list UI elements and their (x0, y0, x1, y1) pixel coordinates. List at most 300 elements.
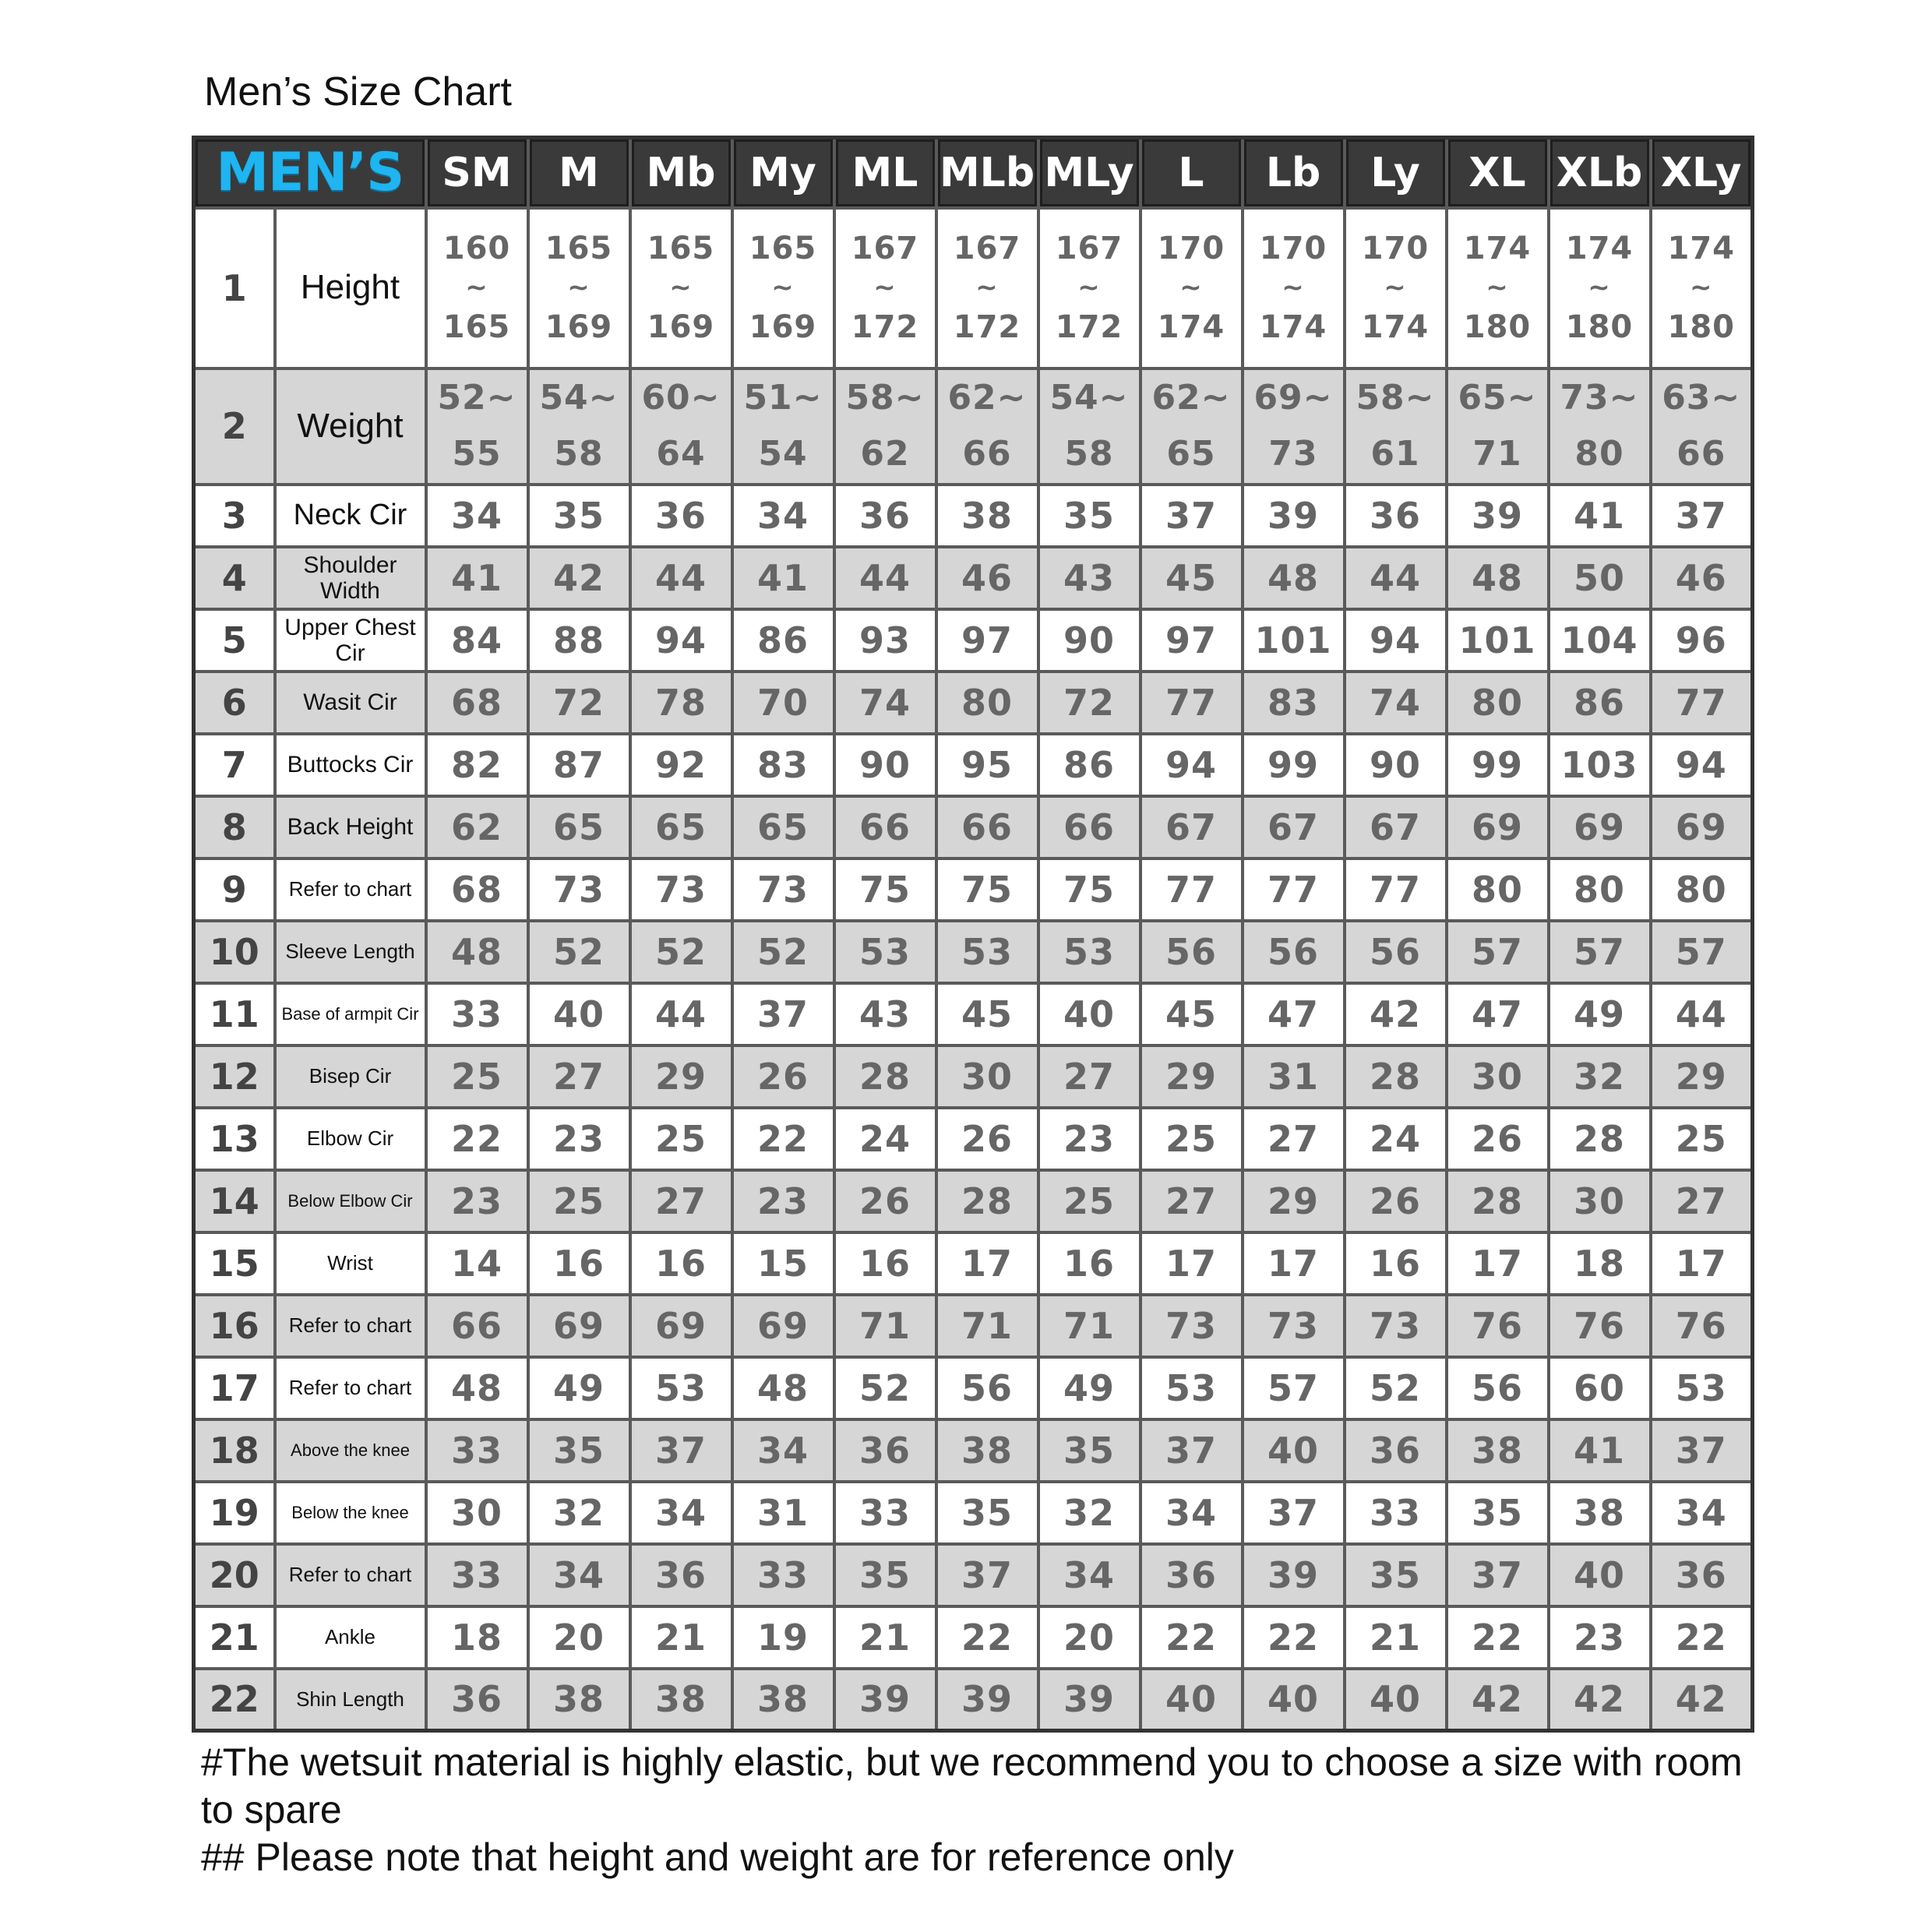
range-min: 58~ (845, 377, 925, 418)
range-min: 54~ (1049, 377, 1129, 418)
row-number: 2 (194, 368, 275, 485)
size-value: 67 (1345, 796, 1447, 858)
size-value: 25 (1038, 1170, 1141, 1232)
table-row (194, 1482, 1753, 1544)
size-value: 56 (1243, 921, 1345, 983)
measurement-label: Shin Length (275, 1669, 426, 1731)
row-number: 15 (194, 1232, 275, 1295)
range-min: 63~ (1662, 377, 1741, 418)
size-value: 28 (834, 1045, 936, 1108)
size-value (630, 368, 732, 485)
size-value (1447, 368, 1549, 485)
size-value: 69 (1447, 796, 1549, 858)
size-value: 48 (732, 1357, 834, 1419)
size-value: 46 (936, 547, 1038, 609)
range-max: 55 (452, 434, 502, 474)
measurement-label: Buttocks Cir (275, 734, 426, 796)
size-value: 36 (1345, 1419, 1447, 1482)
size-value: 31 (1243, 1045, 1345, 1108)
size-value: 21 (1345, 1606, 1447, 1669)
size-value: 38 (732, 1669, 834, 1731)
size-value: 48 (1447, 547, 1549, 609)
size-value: 44 (1651, 983, 1753, 1045)
size-header-mb: Mb (630, 138, 732, 208)
range-max: 58 (1064, 434, 1114, 474)
range-separator: ~ (465, 272, 488, 304)
measurement-label: Refer to chart (275, 858, 426, 921)
table-row (194, 1606, 1753, 1669)
size-value: 88 (528, 609, 630, 672)
size-value: 75 (834, 858, 936, 921)
size-value: 40 (1243, 1669, 1345, 1731)
size-value: 36 (834, 485, 936, 547)
range-min: 60~ (641, 377, 721, 418)
size-value: 52 (834, 1357, 936, 1419)
size-value: 82 (426, 734, 528, 796)
size-value: 30 (936, 1045, 1038, 1108)
size-value: 65 (630, 796, 732, 858)
size-value: 69 (732, 1295, 834, 1357)
size-value (1038, 208, 1141, 368)
size-value: 48 (426, 1357, 528, 1419)
size-value: 25 (630, 1108, 732, 1170)
size-value: 93 (834, 609, 936, 672)
size-value (732, 368, 834, 485)
size-value (1549, 368, 1651, 485)
size-value: 38 (1447, 1419, 1549, 1482)
measurement-label: Back Height (275, 796, 426, 858)
size-value: 96 (1651, 609, 1753, 672)
size-value: 94 (630, 609, 732, 672)
chart-body (194, 208, 1753, 1731)
size-value (426, 368, 528, 485)
size-value: 44 (834, 547, 936, 609)
range-max: 169 (647, 308, 715, 345)
size-value: 74 (1345, 672, 1447, 734)
size-value: 35 (1038, 485, 1141, 547)
row-number: 4 (194, 547, 275, 609)
size-value: 37 (732, 983, 834, 1045)
range-min: 62~ (1151, 377, 1231, 418)
size-value: 97 (1141, 609, 1243, 672)
size-value: 35 (834, 1544, 936, 1606)
size-value: 94 (1651, 734, 1753, 796)
size-value: 71 (834, 1295, 936, 1357)
size-value: 39 (1243, 1544, 1345, 1606)
size-value: 39 (834, 1669, 936, 1731)
measurement-label: Base of armpit Cir (275, 983, 426, 1045)
size-value: 23 (732, 1170, 834, 1232)
size-value: 26 (936, 1108, 1038, 1170)
size-value: 26 (732, 1045, 834, 1108)
footnotes (201, 1739, 1759, 1881)
measurement-label: Refer to chart (275, 1357, 426, 1419)
size-value: 72 (1038, 672, 1141, 734)
size-value: 68 (426, 858, 528, 921)
range-min: 65~ (1458, 377, 1537, 418)
size-value: 42 (1651, 1669, 1753, 1731)
size-value: 26 (1447, 1108, 1549, 1170)
table-row (194, 858, 1753, 921)
size-value: 77 (1243, 858, 1345, 921)
size-value: 17 (1243, 1232, 1345, 1295)
size-value: 34 (528, 1544, 630, 1606)
size-value: 36 (1651, 1544, 1753, 1606)
size-value: 47 (1447, 983, 1549, 1045)
size-value: 87 (528, 734, 630, 796)
size-value: 66 (426, 1295, 528, 1357)
size-value: 32 (1549, 1045, 1651, 1108)
range-max: 174 (1259, 308, 1327, 345)
range-min: 160 (442, 231, 511, 267)
size-value: 14 (426, 1232, 528, 1295)
size-header-mlb: MLb (936, 138, 1038, 208)
row-number: 6 (194, 672, 275, 734)
range-separator: ~ (771, 272, 795, 304)
size-value: 26 (1345, 1170, 1447, 1232)
size-value: 77 (1141, 858, 1243, 921)
measurement-label: Shoulder Width (275, 547, 426, 609)
size-value: 28 (1447, 1170, 1549, 1232)
range-max: 65 (1166, 434, 1216, 474)
row-number: 12 (194, 1045, 275, 1108)
size-value: 84 (426, 609, 528, 672)
range-separator: ~ (1384, 272, 1407, 304)
measurement-label: Ankle (275, 1606, 426, 1669)
size-value: 69 (1651, 796, 1753, 858)
size-value: 34 (1141, 1482, 1243, 1544)
size-value: 37 (1447, 1544, 1549, 1606)
size-value: 90 (1345, 734, 1447, 796)
size-value: 28 (1345, 1045, 1447, 1108)
table-row (194, 368, 1753, 485)
size-value: 42 (1447, 1669, 1549, 1731)
row-number: 1 (194, 208, 275, 368)
size-value: 37 (1243, 1482, 1345, 1544)
size-header-mly: MLy (1038, 138, 1141, 208)
size-value: 27 (528, 1045, 630, 1108)
size-value: 52 (732, 921, 834, 983)
row-number: 9 (194, 858, 275, 921)
size-value: 71 (1038, 1295, 1141, 1357)
size-value: 44 (630, 547, 732, 609)
table-row (194, 1232, 1753, 1295)
measurement-label: Weight (275, 368, 426, 485)
measurement-label: Refer to chart (275, 1544, 426, 1606)
size-value: 36 (1141, 1544, 1243, 1606)
size-value: 26 (834, 1170, 936, 1232)
size-value: 24 (834, 1108, 936, 1170)
range-max: 172 (851, 308, 919, 345)
size-value: 34 (1038, 1544, 1141, 1606)
size-value: 30 (1447, 1045, 1549, 1108)
size-value: 23 (1549, 1606, 1651, 1669)
row-number: 19 (194, 1482, 275, 1544)
size-value: 39 (1243, 485, 1345, 547)
size-value: 37 (630, 1419, 732, 1482)
range-max: 169 (749, 308, 817, 345)
size-value: 53 (936, 921, 1038, 983)
size-value: 16 (834, 1232, 936, 1295)
size-value: 49 (1038, 1357, 1141, 1419)
size-header-xl: XL (1447, 138, 1549, 208)
size-value (1243, 368, 1345, 485)
range-min: 174 (1565, 231, 1634, 267)
size-value (1038, 368, 1141, 485)
size-value: 67 (1141, 796, 1243, 858)
size-value: 101 (1447, 609, 1549, 672)
range-max: 165 (442, 308, 511, 345)
size-value: 57 (1549, 921, 1651, 983)
size-value: 56 (936, 1357, 1038, 1419)
size-value: 27 (1141, 1170, 1243, 1232)
size-value: 28 (1549, 1108, 1651, 1170)
size-value: 45 (936, 983, 1038, 1045)
size-value (1141, 368, 1243, 485)
size-value: 15 (732, 1232, 834, 1295)
size-value: 34 (732, 1419, 834, 1482)
size-value: 77 (1141, 672, 1243, 734)
range-min: 62~ (947, 377, 1027, 418)
size-value: 17 (1447, 1232, 1549, 1295)
range-min: 170 (1157, 231, 1225, 267)
size-value: 27 (630, 1170, 732, 1232)
range-min: 174 (1463, 231, 1532, 267)
size-value: 36 (834, 1419, 936, 1482)
size-value: 35 (528, 1419, 630, 1482)
measurement-label: Below the knee (275, 1482, 426, 1544)
size-value (834, 368, 936, 485)
size-value: 40 (1243, 1419, 1345, 1482)
table-row (194, 1357, 1753, 1419)
size-value: 21 (834, 1606, 936, 1669)
size-value (1549, 208, 1651, 368)
size-value: 83 (1243, 672, 1345, 734)
row-number: 11 (194, 983, 275, 1045)
size-value: 16 (528, 1232, 630, 1295)
size-value (936, 208, 1038, 368)
range-max: 80 (1574, 434, 1624, 474)
size-value: 83 (732, 734, 834, 796)
row-number: 20 (194, 1544, 275, 1606)
size-value: 77 (1345, 858, 1447, 921)
row-number: 13 (194, 1108, 275, 1170)
size-value: 86 (1038, 734, 1141, 796)
size-value: 75 (936, 858, 1038, 921)
size-value: 39 (1038, 1669, 1141, 1731)
size-value: 32 (1038, 1482, 1141, 1544)
size-value: 74 (834, 672, 936, 734)
size-value: 90 (1038, 609, 1141, 672)
table-row (194, 1295, 1753, 1357)
size-value: 45 (1141, 547, 1243, 609)
measurement-label: Wrist (275, 1232, 426, 1295)
size-value: 36 (426, 1669, 528, 1731)
size-value: 72 (528, 672, 630, 734)
size-value: 66 (936, 796, 1038, 858)
size-value: 25 (426, 1045, 528, 1108)
header-row (194, 138, 1753, 208)
size-value: 19 (732, 1606, 834, 1669)
size-value: 76 (1447, 1295, 1549, 1357)
size-value: 49 (528, 1357, 630, 1419)
size-value: 37 (1141, 1419, 1243, 1482)
size-value: 66 (1038, 796, 1141, 858)
range-separator: ~ (1588, 272, 1611, 304)
size-value: 67 (1243, 796, 1345, 858)
size-value: 23 (426, 1170, 528, 1232)
size-value: 43 (1038, 547, 1141, 609)
size-value: 52 (630, 921, 732, 983)
size-value: 21 (630, 1606, 732, 1669)
size-value (1243, 208, 1345, 368)
measurement-label: Below Elbow Cir (275, 1170, 426, 1232)
table-row (194, 1544, 1753, 1606)
size-value: 33 (426, 1544, 528, 1606)
row-number: 10 (194, 921, 275, 983)
size-value: 25 (528, 1170, 630, 1232)
size-value: 46 (1651, 547, 1753, 609)
size-value: 50 (1549, 547, 1651, 609)
measurement-label: Wasit Cir (275, 672, 426, 734)
size-value: 36 (630, 485, 732, 547)
measurement-label: Sleeve Length (275, 921, 426, 983)
size-value: 37 (936, 1544, 1038, 1606)
range-max: 71 (1472, 434, 1522, 474)
size-value: 22 (426, 1108, 528, 1170)
size-value: 76 (1549, 1295, 1651, 1357)
size-value: 16 (1038, 1232, 1141, 1295)
table-row (194, 672, 1753, 734)
size-header-xlb: XLb (1549, 138, 1651, 208)
size-value: 38 (1549, 1482, 1651, 1544)
size-header-sm: SM (426, 138, 528, 208)
range-max: 54 (758, 434, 808, 474)
range-min: 58~ (1356, 377, 1435, 418)
size-value: 80 (1651, 858, 1753, 921)
size-value: 24 (1345, 1108, 1447, 1170)
range-min: 69~ (1253, 377, 1333, 418)
size-value: 37 (1141, 485, 1243, 547)
size-value: 42 (1549, 1669, 1651, 1731)
size-value: 41 (1549, 1419, 1651, 1482)
size-value: 38 (528, 1669, 630, 1731)
size-value: 66 (834, 796, 936, 858)
size-value: 22 (732, 1108, 834, 1170)
measurement-label: Elbow Cir (275, 1108, 426, 1170)
size-value: 92 (630, 734, 732, 796)
size-value: 57 (1651, 921, 1753, 983)
range-min: 165 (545, 231, 613, 267)
size-value: 73 (732, 858, 834, 921)
row-number: 21 (194, 1606, 275, 1669)
size-value: 69 (630, 1295, 732, 1357)
size-value: 95 (936, 734, 1038, 796)
range-separator: ~ (567, 272, 591, 304)
size-value: 29 (1141, 1045, 1243, 1108)
size-value (834, 208, 936, 368)
size-value: 31 (732, 1482, 834, 1544)
size-value (936, 368, 1038, 485)
size-value: 23 (528, 1108, 630, 1170)
size-header-xly: XLy (1651, 138, 1753, 208)
size-value: 94 (1345, 609, 1447, 672)
size-value: 35 (1038, 1419, 1141, 1482)
measurement-label: Neck Cir (275, 485, 426, 547)
range-min: 54~ (539, 377, 619, 418)
size-value: 23 (1038, 1108, 1141, 1170)
range-min: 165 (647, 231, 715, 267)
range-max: 64 (656, 434, 706, 474)
size-value: 41 (732, 547, 834, 609)
size-value: 34 (1651, 1482, 1753, 1544)
table-row (194, 208, 1753, 368)
range-separator: ~ (1179, 272, 1203, 304)
size-value: 49 (1549, 983, 1651, 1045)
range-max: 174 (1361, 308, 1430, 345)
size-value: 38 (936, 1419, 1038, 1482)
range-max: 172 (1055, 308, 1123, 345)
range-max: 172 (953, 308, 1021, 345)
measurement-label: Upper Chest Cir (275, 609, 426, 672)
range-min: 170 (1361, 231, 1430, 267)
size-value: 35 (1345, 1544, 1447, 1606)
size-value: 30 (1549, 1170, 1651, 1232)
range-min: 167 (1055, 231, 1123, 267)
size-value: 32 (528, 1482, 630, 1544)
range-max: 180 (1463, 308, 1532, 345)
table-row (194, 1170, 1753, 1232)
size-value: 56 (1345, 921, 1447, 983)
range-separator: ~ (975, 272, 999, 304)
size-value: 80 (1447, 858, 1549, 921)
size-value: 73 (1141, 1295, 1243, 1357)
table-row (194, 734, 1753, 796)
size-value: 52 (528, 921, 630, 983)
range-max: 66 (1676, 434, 1726, 474)
range-separator: ~ (1690, 272, 1713, 304)
size-value: 44 (1345, 547, 1447, 609)
size-value: 53 (630, 1357, 732, 1419)
measurement-label: Refer to chart (275, 1295, 426, 1357)
size-value: 27 (1038, 1045, 1141, 1108)
size-value: 25 (1141, 1108, 1243, 1170)
range-min: 52~ (437, 377, 516, 418)
size-header-ml: ML (834, 138, 936, 208)
size-value: 16 (1345, 1232, 1447, 1295)
size-value: 22 (1447, 1606, 1549, 1669)
size-value: 57 (1447, 921, 1549, 983)
size-value (1651, 368, 1753, 485)
size-value: 42 (528, 547, 630, 609)
row-number: 17 (194, 1357, 275, 1419)
range-min: 174 (1667, 231, 1735, 267)
size-value: 36 (630, 1544, 732, 1606)
footnote-elastic: #The wetsuit material is highly elastic, but we recommend you to choose a size with room to spare (201, 1740, 1743, 1832)
row-number: 8 (194, 796, 275, 858)
size-value: 35 (936, 1482, 1038, 1544)
size-value (528, 208, 630, 368)
size-value: 17 (1141, 1232, 1243, 1295)
size-value: 56 (1447, 1357, 1549, 1419)
range-max: 169 (545, 308, 613, 345)
size-value: 29 (630, 1045, 732, 1108)
size-value: 34 (630, 1482, 732, 1544)
size-value: 86 (1549, 672, 1651, 734)
size-value: 103 (1549, 734, 1651, 796)
size-value: 99 (1447, 734, 1549, 796)
size-value: 30 (426, 1482, 528, 1544)
